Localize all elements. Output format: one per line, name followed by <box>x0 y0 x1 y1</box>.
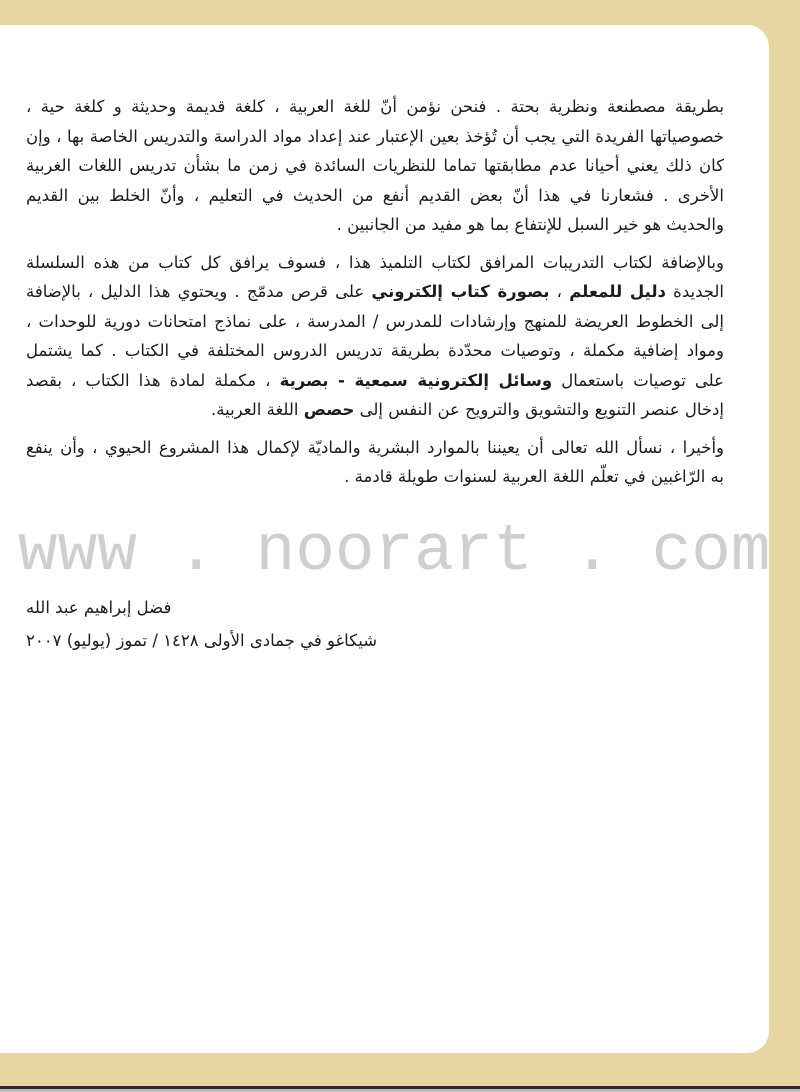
text-line <box>26 366 724 396</box>
text-line <box>26 307 724 337</box>
paragraph-gap <box>26 240 724 248</box>
text-segment: خصوصياتها الفريدة التي يجب أن تُؤخذ بعين الإعتبار عند إعداد مواد الدراسة والتدريس الخاصة بها ، وإن <box>26 126 724 146</box>
text-segment: ، مكملة لمادة هذا الكتاب ، بقصد <box>26 370 280 390</box>
text-line <box>26 433 724 463</box>
text-segment: على توصيات باستعمال <box>552 370 724 390</box>
paragraph <box>26 92 724 240</box>
bold-phrase: بصورة كتاب إلكتروني <box>371 282 550 301</box>
place-and-date: شيكاغو في جمادى الأولى ١٤٢٨ / تموز (يوليو) ٢٠٠٧ <box>26 631 378 650</box>
paragraph <box>26 433 724 492</box>
text-line <box>26 92 724 122</box>
text-segment: ، <box>549 282 570 301</box>
text-segment: على قرص مدمّج . ويحتوي هذا الدليل ، بالإضافة <box>26 282 372 301</box>
text-segment: اللغة العربية. <box>211 400 304 419</box>
text-segment: والحديث هو خير السبل للإنتفاع بما هو مفيد من الجانبين . <box>336 215 724 234</box>
text-line <box>26 395 724 425</box>
text-line <box>26 181 724 211</box>
text-line <box>26 122 724 152</box>
text-line <box>26 336 724 366</box>
text-line <box>26 462 724 492</box>
text-segment: كان ذلك يعني أحيانا عدم مطابقتها تماما للنظريات السائدة في زمن ما بشأن تدريس اللغات الغربية <box>26 156 724 175</box>
text-line <box>26 248 724 278</box>
preface-body-text <box>26 92 724 492</box>
watermark-url: www . noorart . com <box>18 514 771 589</box>
text-segment: الأخرى . فشعارنا في هذا أنّ بعض القديم أنفع من الحديث في التعليم ، وأنّ الخلط بين القديم <box>26 185 724 205</box>
text-segment: وأخيرا ، نسأل الله تعالى أن يعيننا بالموارد البشرية والماديّة لإكمال هذا المشروع الحيوي ، وأن ينفع <box>26 437 724 457</box>
text-line <box>26 210 724 240</box>
bold-phrase: دليل للمعلم <box>569 282 666 301</box>
text-segment: الجديدة <box>665 282 724 301</box>
bold-phrase: وسائل إلكترونية سمعية - بصرية <box>279 370 553 390</box>
text-line <box>26 151 724 181</box>
text-segment: بطريقة مصطنعة ونظرية بحتة . فنحن نؤمن أنّ للغة العربية ، كلغة قديمة وحديثة و كلغة حية ، <box>26 97 724 116</box>
bold-phrase: حصص <box>303 400 355 419</box>
text-segment: به الرّاغبين في تعلّم اللغة العربية لسنوات طويلة قادمة . <box>344 467 724 486</box>
paragraph <box>26 248 724 425</box>
paragraph-gap <box>26 425 724 433</box>
author-name: فضل إبراهيم عبد الله <box>26 598 172 617</box>
text-segment: إلى الخطوط العريضة للمنهج وإرشادات للمدرس / المدرسة ، على نماذج امتحانات دورية للوحدات ، <box>26 311 724 331</box>
text-segment: إدخال عنصر التنويع والتشويق والترويح عن النفس إلى <box>354 400 724 419</box>
text-segment: ومواد إضافية مكملة ، وتوصيات محدّدة بطريقة تدريس الدروس المختلفة في الكتاب . كما يشتمل <box>26 341 724 360</box>
signature-block <box>26 591 377 657</box>
text-line <box>26 277 724 307</box>
text-segment: وبالإضافة لكتاب التدريبات المرافق لكتاب التلميذ هذا ، فسوف يرافق كل كتاب من هذه السلسلة <box>26 252 724 272</box>
